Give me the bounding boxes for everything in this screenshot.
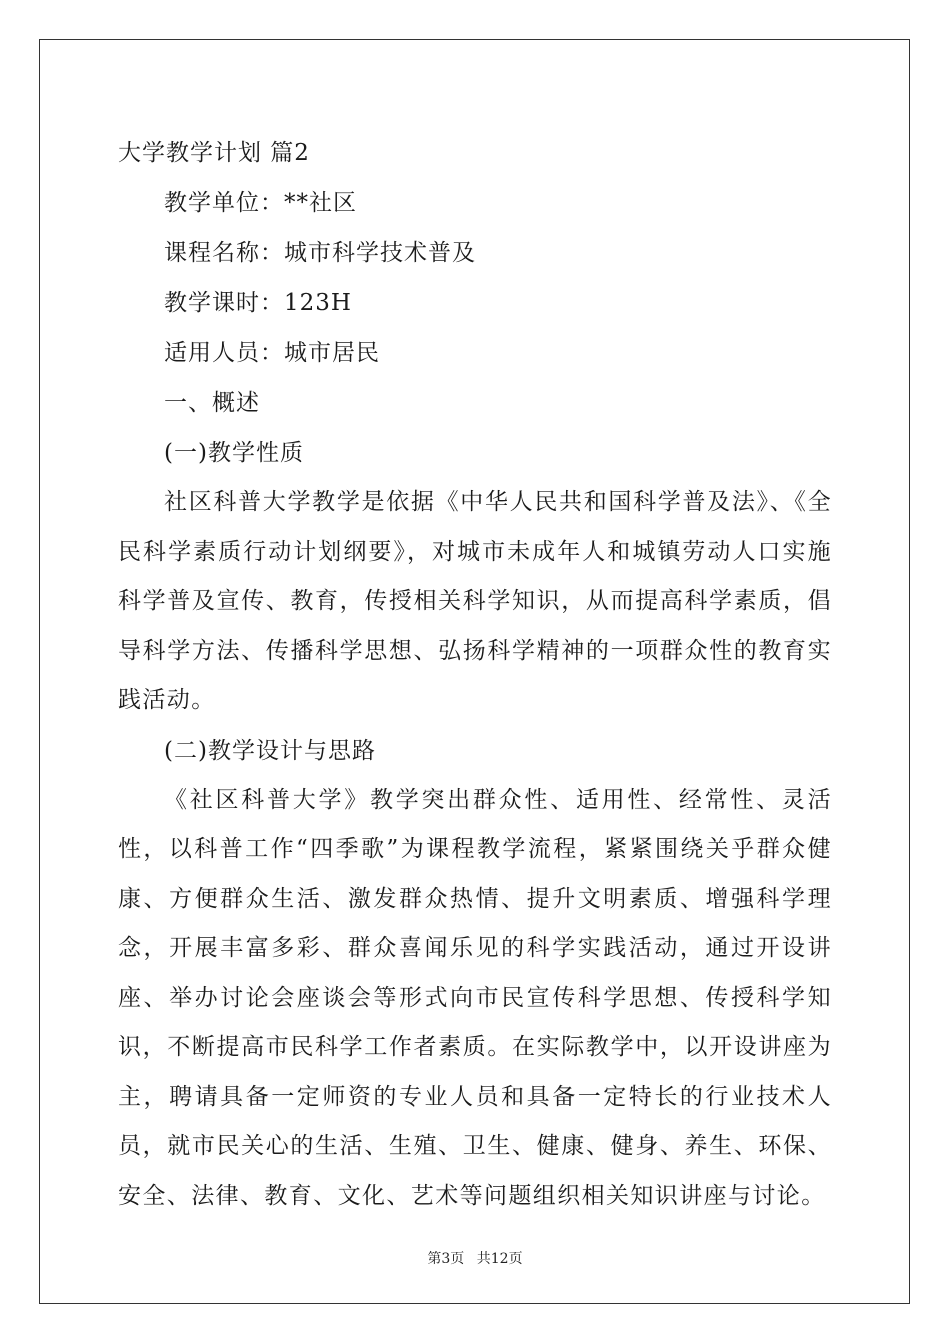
document-body — [118, 128, 832, 1221]
paragraph-nature: 社区科普大学教学是依据《中华人民共和国科学普及法》、《全民科学素质行动计划纲要》，对城市未成年人和城镇劳动人口实施科学普及宣传、教育，传授相关科学知识，从而提高科学素质，倡导科学方法、传播科学思想、弘扬科学精神的一项群众性的教育实践活动。 — [118, 489, 832, 713]
section-heading-overview: 一、概述 — [164, 390, 260, 416]
subsection-heading-design: (二)教学设计与思路 — [164, 737, 376, 764]
page-total: 共12页 — [476, 1251, 523, 1267]
info-class-hours: 教学课时：123H — [164, 290, 352, 316]
info-teaching-unit: 教学单位：**社区 — [164, 190, 357, 216]
info-course-name: 课程名称：城市科学技术普及 — [164, 240, 476, 266]
page-number: 第3页 — [427, 1251, 465, 1267]
subsection-heading-nature: (一)教学性质 — [164, 440, 304, 466]
page-footer — [0, 1248, 950, 1268]
document-title: 大学教学计划 篇2 — [118, 140, 310, 166]
info-target-audience: 适用人员：城市居民 — [164, 340, 380, 366]
paragraph-design: 《社区科普大学》教学突出群众性、适用性、经常性、灵活性，以科普工作“四季歌”为课程教学流程，紧紧围绕关乎群众健康、方便群众生活、激发群众热情、提升文明素质、增强科学理念，开展丰富多彩、群众喜闻乐见的科学实践活动，通过开设讲座、举办讨论会座谈会等形式向市民宣传科学思想、传授科学知识，不断提高市民科学工作者素质。在实际教学中，以开设讲座为主，聘请具备一定师资的专业人员和具备一定特长的行业技术人员，就市民关心的生活、生殖、卫生、健康、健身、养生、环保、安全、法律、教育、文化、艺术等问题组织相关知识讲座与讨论。 — [118, 786, 832, 1209]
